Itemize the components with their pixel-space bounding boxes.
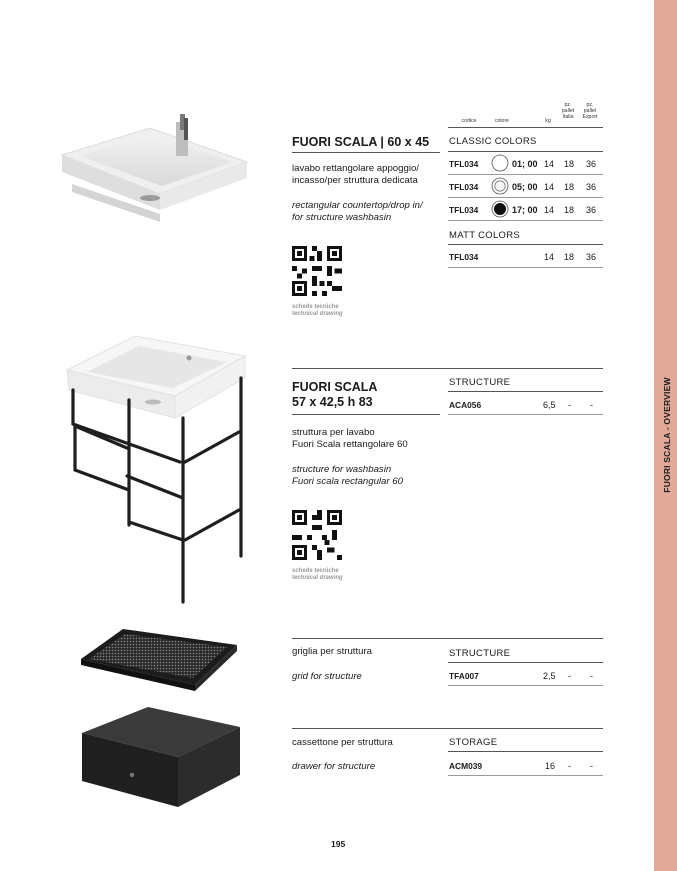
product-desc-it: griglia per struttura <box>292 646 372 657</box>
header-rule <box>448 127 603 128</box>
product-title-structure: FUORI SCALA 57 x 42,5 h 83 <box>292 380 378 409</box>
header-codice: codice <box>461 118 477 124</box>
row-code: TFL034 <box>449 205 479 215</box>
row-code: TFL034 <box>449 159 479 169</box>
row-rule <box>448 220 603 221</box>
section-title-structure: STRUCTURE <box>449 648 511 659</box>
row-kg: 14 <box>544 205 555 215</box>
row-kg: 14 <box>544 252 555 262</box>
row-kg: 14 <box>544 182 555 192</box>
row-rule <box>448 174 603 175</box>
header-pz-export: pz. pallet Export <box>582 102 598 120</box>
section-rule <box>448 244 603 245</box>
product-rule <box>292 368 603 369</box>
row-code: TFL034 <box>449 252 479 262</box>
row-kg: 6,5 <box>543 400 556 410</box>
row-italia: 18 <box>564 205 575 215</box>
product-title-washbasin: FUORI SCALA | 60 x 45 <box>292 135 430 149</box>
product-rule <box>292 414 440 415</box>
row-rule <box>448 775 603 776</box>
section-title-matt: MATT COLORS <box>449 230 521 241</box>
product-desc-it: cassettone per struttura <box>292 737 393 748</box>
ring-swatch-icon <box>491 177 509 195</box>
black-swatch-icon <box>491 200 509 218</box>
row-export: 36 <box>586 205 597 215</box>
row-code: TFL034 <box>449 182 479 192</box>
section-title-structure: STRUCTURE <box>449 377 511 388</box>
header-colore: colore <box>494 118 510 124</box>
qr-caption: schede tecniche technical drawing <box>292 568 343 581</box>
row-export: 36 <box>586 182 597 192</box>
row-export: - <box>590 761 593 771</box>
section-rule <box>448 751 603 752</box>
qr-code-icon[interactable] <box>292 510 342 560</box>
white-swatch-icon <box>491 154 509 172</box>
structure-image <box>55 330 255 605</box>
row-export: 36 <box>586 252 597 262</box>
row-color: 05; 00 <box>512 182 538 192</box>
row-rule <box>448 197 603 198</box>
page-number: 195 <box>331 839 346 849</box>
row-export: - <box>590 400 593 410</box>
row-color: 17; 00 <box>512 205 538 215</box>
product-desc-it: lavabo rettangolare appoggio/ incasso/per struttura dedicata <box>292 163 419 186</box>
section-title-classic: CLASSIC COLORS <box>449 136 537 147</box>
row-code: TFA007 <box>449 671 479 681</box>
row-rule <box>448 685 603 686</box>
row-rule <box>448 267 603 268</box>
product-desc-en: rectangular countertop/drop in/ for structure washbasin <box>292 200 423 223</box>
row-code: ACA056 <box>449 400 482 410</box>
section-rule <box>448 662 603 663</box>
row-code: ACM039 <box>449 761 483 771</box>
product-desc-en: drawer for structure <box>292 761 376 772</box>
row-italia: 18 <box>564 182 575 192</box>
section-rule <box>448 391 603 392</box>
product-desc-en: structure for washbasin Fuori scala rectangular 60 <box>292 464 403 487</box>
product-desc-en: grid for structure <box>292 671 362 682</box>
qr-caption: schede tecniche technical drawing <box>292 304 343 317</box>
washbasin-image <box>50 110 265 225</box>
row-kg: 16 <box>545 761 556 771</box>
product-desc-it: struttura per lavabo Fuori Scala rettangolare 60 <box>292 427 408 450</box>
row-kg: 14 <box>544 159 555 169</box>
row-italia: - <box>568 400 571 410</box>
grid-image <box>75 625 245 695</box>
row-italia: 18 <box>564 159 575 169</box>
qr-code-icon[interactable] <box>292 246 342 296</box>
header-kg: kg <box>545 118 551 124</box>
product-rule <box>292 152 440 153</box>
row-export: 36 <box>586 159 597 169</box>
section-rule <box>448 151 603 152</box>
section-title-storage: STORAGE <box>449 737 498 748</box>
row-kg: 2,5 <box>543 671 556 681</box>
row-italia: 18 <box>564 252 575 262</box>
row-italia: - <box>568 761 571 771</box>
row-export: - <box>590 671 593 681</box>
product-rule <box>292 638 603 639</box>
header-pz-italia: pz. pallet Italia <box>561 102 575 120</box>
row-italia: - <box>568 671 571 681</box>
row-color: 01; 00 <box>512 159 538 169</box>
product-rule <box>292 728 603 729</box>
sidebar-label: FUORI SCALA - OVERVIEW <box>662 377 672 493</box>
row-rule <box>448 414 603 415</box>
drawer-image <box>78 705 248 810</box>
